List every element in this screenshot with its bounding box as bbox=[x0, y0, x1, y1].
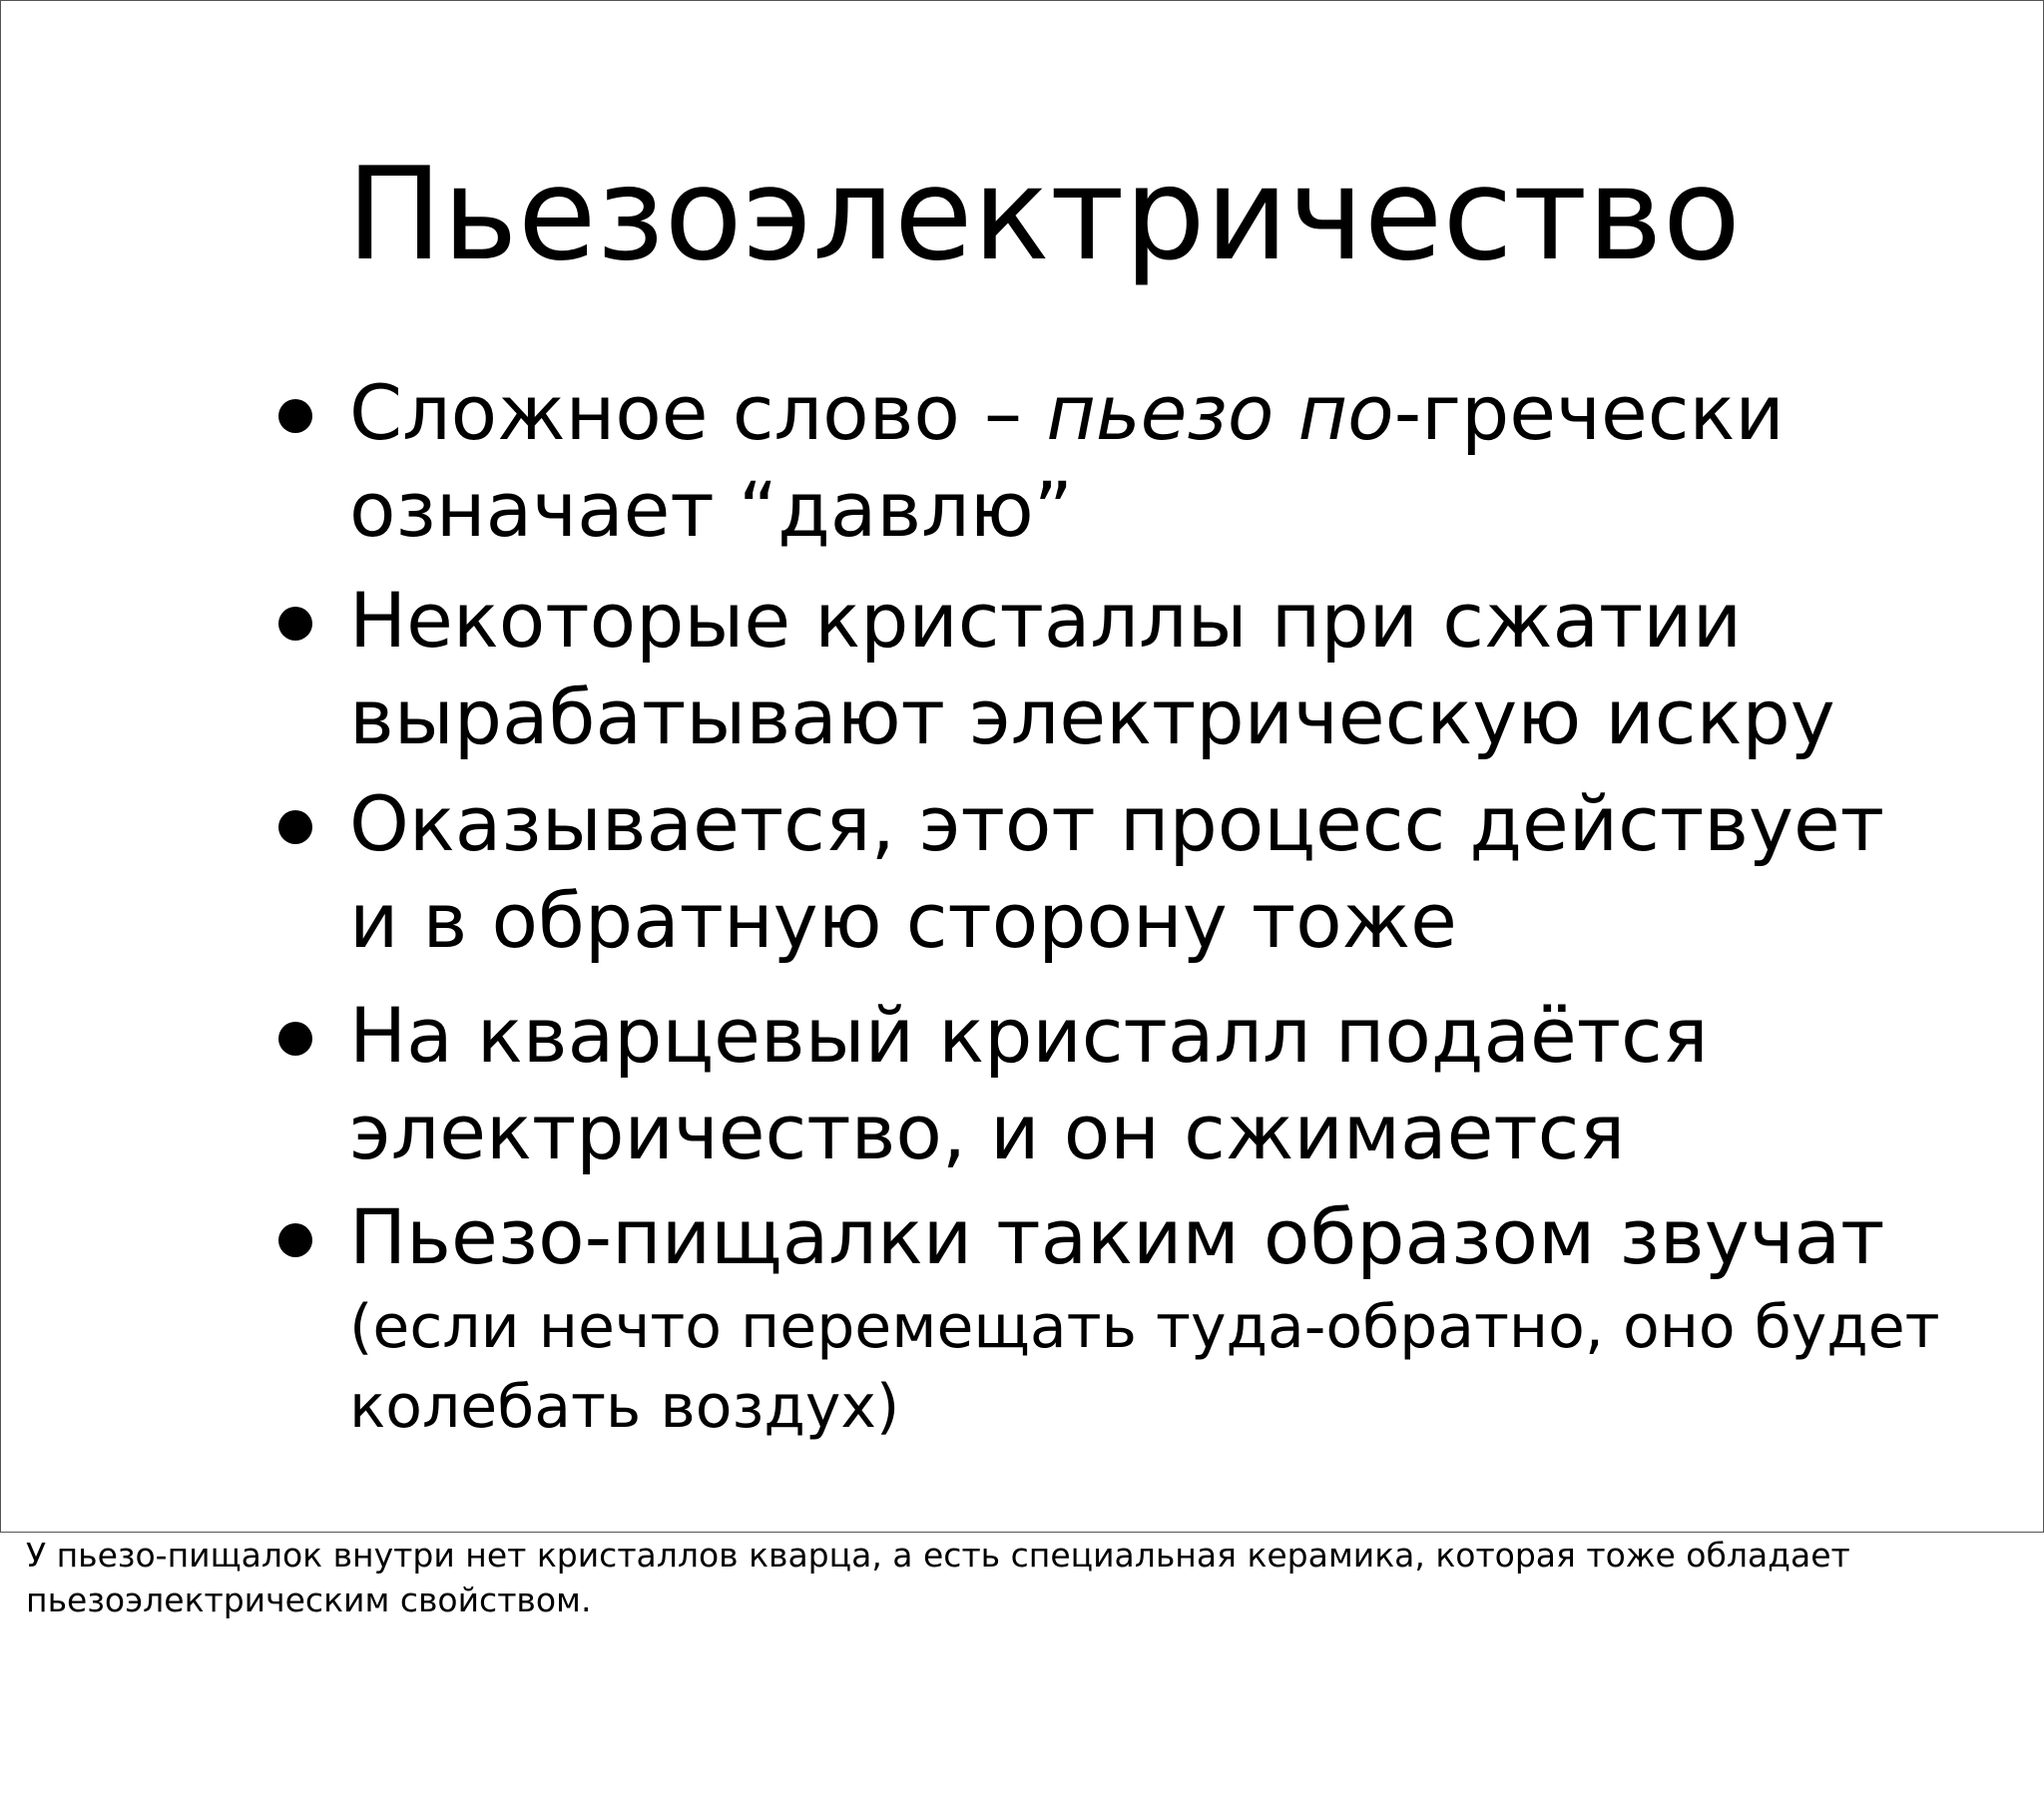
bullet-dot-icon bbox=[278, 399, 312, 433]
slide-title: Пьезоэлектричество bbox=[346, 141, 1741, 289]
bullet-text-part: -гречески bbox=[1393, 368, 1785, 457]
speaker-notes: У пьезо-пищалок внутри нет кристаллов кварца, а есть специальная керамика, которая тоже обладает пьезоэлектрическим свойством. bbox=[26, 1536, 1850, 1619]
bullet-line: Некоторые кристаллы при сжатии bbox=[349, 576, 1743, 665]
bullet-text bbox=[349, 572, 1986, 765]
bullet-text-part: Сложное слово – bbox=[349, 368, 1047, 457]
bullet-text bbox=[349, 775, 1986, 969]
bullet-text bbox=[349, 1188, 1986, 1447]
bullet-dot-icon bbox=[278, 810, 312, 844]
bullet-line: Оказывается, этот процесс действует bbox=[349, 779, 1885, 868]
bullet-dot-icon bbox=[278, 1022, 312, 1056]
bullet-line bbox=[349, 364, 1986, 461]
bullet-line: На кварцевый кристалл подаётся bbox=[349, 991, 1709, 1080]
bullet-line: электричество, и он сжимается bbox=[349, 1088, 1626, 1176]
bullet-line: Пьезо-пищалки таким образом звучат bbox=[349, 1192, 1885, 1281]
bullet-italic-term: пьезо по bbox=[1046, 368, 1394, 457]
bullet-text bbox=[349, 364, 1986, 558]
bullet-dot-icon bbox=[278, 607, 312, 641]
bullet-line: означает “давлю” bbox=[349, 465, 1074, 554]
bullet-text bbox=[349, 987, 1986, 1180]
bullet-subnote-line: (если нечто перемещать туда-обратно, оно будет bbox=[349, 1292, 1940, 1362]
bullet-dot-icon bbox=[278, 1223, 312, 1257]
bullet-line: и в обратную сторону тоже bbox=[349, 876, 1457, 965]
bullet-subnote-line: колебать воздух) bbox=[349, 1372, 900, 1442]
bullet-line: вырабатывают электрическую искру bbox=[349, 673, 1835, 761]
